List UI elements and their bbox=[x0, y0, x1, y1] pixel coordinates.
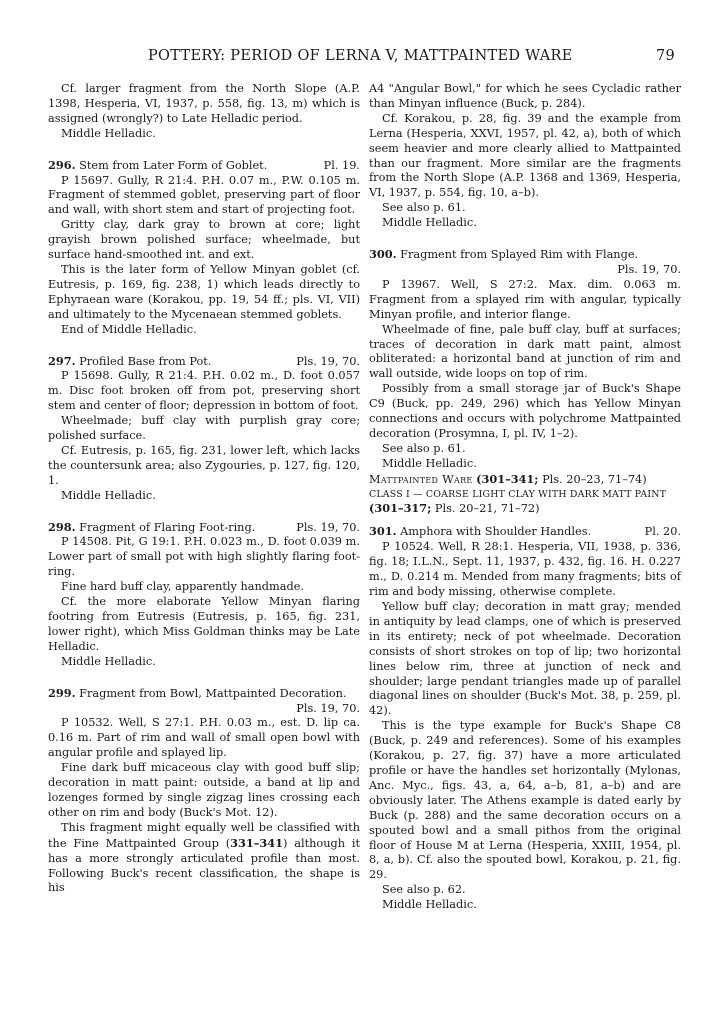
entry-296-fabric: Gritty clay, dark gray to brown at core; light grayish brown polished surface; wheelmade, but surface hand-smoothed int. and ext. bbox=[48, 218, 360, 262]
entry-296-comparanda: This is the later form of Yellow Minyan goblet (cf. Eutresis, p. 169, fig. 238, 1) which leads directly to Ephyraean ware (Korakou, pp. 19, 54 ff.; pls. VI, VII) and ultimately to the Mycenaean stemmed goblets. bbox=[48, 262, 360, 321]
running-header bbox=[48, 48, 675, 70]
entry-296-heading bbox=[48, 158, 360, 174]
class-1-range: (301–317; bbox=[369, 500, 432, 515]
entry-297-heading bbox=[48, 354, 360, 370]
entry-300-description: P 13967. Well, S 27:2. Max. dim. 0.063 m. Fragment from a splayed rim with angular, typically Minyan profile, and interior flange. bbox=[369, 277, 681, 321]
entry-299-number: 299. bbox=[48, 685, 76, 700]
entry-301-description: P 10524. Well, R 28:1. Hesperia, VII, 1938, p. 336, fig. 18; I.L.N., Sept. 11, 1937, p. 432, fig. 16. H. 0.227 m., D. 0.214 m. Mended from many fragments; bits of rim and body missing, otherwise complete. bbox=[369, 540, 681, 599]
entry-300-comparanda: Possibly from a small storage jar of Buck's Shape C9 (Buck, pp. 249, 296) which has Yellow Minyan connections and occurs with polychrome Mattpainted decoration (Prosymna, I, pl. IV, 1–2). bbox=[369, 382, 681, 440]
entry-296-period: End of Middle Helladic. bbox=[61, 322, 197, 336]
entry-301-number: 301. bbox=[369, 524, 397, 539]
entry-300-title: Fragment from Splayed Rim with Flange. bbox=[400, 248, 639, 262]
entry-299-title: Fragment from Bowl, Mattpainted Decoration. bbox=[79, 686, 347, 700]
page-number: 79 bbox=[655, 48, 675, 64]
entry-299-classification-start: This fragment might equally well be classified with the Fine Mattpainted Group ( bbox=[48, 820, 360, 850]
running-title: POTTERY: PERIOD OF LERNA V, MATTPAINTED WARE bbox=[148, 48, 573, 64]
entry-301-period: Middle Helladic. bbox=[382, 898, 477, 912]
entry-300-number: 300. bbox=[369, 247, 397, 262]
entry-297-number: 297. bbox=[48, 353, 76, 368]
entry-300-heading bbox=[369, 247, 681, 263]
entry-299-heading bbox=[48, 686, 360, 702]
entry-296-number: 296. bbox=[48, 157, 76, 172]
class-1-plates: Pls. 20–21, 71–72) bbox=[434, 501, 540, 515]
entry-297-title: Profiled Base from Pot. bbox=[79, 354, 212, 368]
entry-301-comparanda: This is the type example for Buck's Shape C8 (Buck, p. 249 and references). Some of his examples (Korakou, p. 27, fig. 37) have a more articulated profile or have the handles set horizontally (Mylonas, Anc. Myc., figs. 43, a, 64, a–b, 81, a–b) and are obviously later. The Athens example is dated early by Buck (p. 288) and the same decoration occurs on a spouted bowl and a small pithos from the original floor of House M at Lerna (Hesperia, XXIII, 1954, pl. 8, a, b). Cf. also the spouted bowl, Korakou, p. 21, fig. 29. bbox=[369, 719, 681, 882]
intro-period: Middle Helladic. bbox=[61, 126, 156, 140]
entry-299-description: P 10532. Well, S 27:1. P.H. 0.03 m., est. D. lip ca. 0.16 m. Part of rim and wall of small open bowl with angular profile and splayed lip. bbox=[48, 716, 360, 760]
entry-299-period: Middle Helladic. bbox=[382, 216, 477, 230]
entry-296-plates: Pl. 19. bbox=[323, 158, 360, 172]
entry-298-fabric: Fine hard buff clay, apparently handmade. bbox=[61, 580, 304, 594]
entry-296-description: P 15697. Gully, R 21:4. P.H. 0.07 m., P.W. 0.105 m. Fragment of stemmed goblet, preserving part of floor and wall, with short stem and start of projecting foot. bbox=[48, 173, 360, 217]
entry-301-fabric: Yellow buff clay; decoration in matt gray; mended in antiquity by lead clamps, one of which is preserved in its entirety; neck of pot wheelmade. Decoration consists of short strokes on top of lip; two horizontal lines below rim, three at junction of neck and shoulder; large pendant triangles made up of parallel diagonal lines on shoulder (Buck's Mot. 38, p. 259, pl. 42). bbox=[369, 600, 681, 718]
entry-299-classification bbox=[48, 821, 360, 897]
entry-299-plates: Pls. 19, 70. bbox=[296, 701, 360, 715]
entry-301-plates: Pl. 20. bbox=[644, 525, 681, 539]
section-heading-mattpainted bbox=[369, 472, 681, 488]
entry-297-plates: Pls. 19, 70. bbox=[296, 354, 360, 368]
entry-298-comparanda: Cf. the more elaborate Yellow Minyan flaring footring from Eutresis (Eutresis, p. 165, fig. 231, lower right), which Miss Goldman thinks may be Late Helladic. bbox=[48, 595, 360, 653]
entry-300-fabric: Wheelmade of fine, pale buff clay, buff at surfaces; traces of decoration in dark matt paint, almost obliterated: a horizontal band at junction of rim and wall outside, wide loops on top of rim. bbox=[369, 322, 681, 381]
class-1-range-line bbox=[369, 501, 681, 517]
right-column bbox=[369, 82, 681, 913]
entry-299-fabric: Fine dark buff micaceous clay with good buff slip; decoration in matt paint: outside, a band at lip and lozenges formed by single zigzag lines crossing each other on rim and body (Buck's Mot. 12). bbox=[48, 761, 360, 819]
entry-298-plates: Pls. 19, 70. bbox=[296, 520, 360, 534]
entry-298-description: P 14508. Pit, G 19:1. P.H. 0.023 m., D. foot 0.039 m. Lower part of small pot with high slightly flaring foot-ring. bbox=[48, 535, 360, 579]
entry-298-heading bbox=[48, 520, 360, 536]
section-range: (301–341; bbox=[476, 471, 539, 486]
entry-297-period: Middle Helladic. bbox=[61, 488, 156, 502]
section-plates: Pls. 20–23, 71–74) bbox=[542, 472, 647, 486]
intro-paragraph: Cf. larger fragment from the North Slope (A.P. 1398, Hesperia, VI, 1937, p. 558, fig. 13, m) which is assigned (wrongly?) to Late Helladic period. bbox=[48, 82, 360, 125]
entry-297-description: P 15698. Gully, R 21:4. P.H. 0.02 m., D. foot 0.057 m. Disc foot broken off from pot, preserving short stem and center of floor; depression in bottom of foot. bbox=[48, 369, 360, 413]
entry-300-plates: Pls. 19, 70. bbox=[617, 262, 681, 276]
entry-296-title: Stem from Later Form of Goblet. bbox=[79, 158, 268, 172]
entry-301-heading bbox=[369, 524, 681, 540]
entry-297-comparanda: Cf. Eutresis, p. 165, fig. 231, lower left, which lacks the countersunk area; also Zygouries, p. 127, fig. 120, 1. bbox=[48, 443, 360, 487]
class-1-heading: CLASS I — COARSE LIGHT CLAY WITH DARK MATT PAINT bbox=[369, 488, 667, 500]
entry-299-classification-end: ) although it has a more strongly articulated profile than most. Following Buck's recent classification, the shape is his bbox=[48, 836, 360, 895]
section-name: Mattpainted Ware bbox=[369, 472, 473, 486]
entry-301-title: Amphora with Shoulder Handles. bbox=[400, 525, 592, 539]
entry-299-continuation: A4 "Angular Bowl," for which he sees Cycladic rather than Minyan influence (Buck, p. 284). bbox=[369, 82, 681, 110]
entry-297-fabric: Wheelmade; buff clay with purplish gray core; polished surface. bbox=[48, 414, 360, 443]
entry-298-number: 298. bbox=[48, 519, 76, 534]
entry-301-see-also: See also p. 62. bbox=[382, 883, 466, 897]
left-column bbox=[48, 82, 360, 896]
entry-299-group-range: 331–341 bbox=[230, 835, 283, 850]
entry-300-period: Middle Helladic. bbox=[382, 456, 477, 470]
entry-299-comparanda: Cf. Korakou, p. 28, fig. 39 and the example from Lerna (Hesperia, XXVI, 1957, pl. 42, a), both of which seem heavier and more clearly allied to Mattpainted than our fragment. More similar are the fragments from the North Slope (A.P. 1368 and 1369, Hesperia, VI, 1937, p. 554, fig. 10, a–b). bbox=[369, 111, 681, 200]
entry-298-title: Fragment of Flaring Foot-ring. bbox=[79, 520, 256, 534]
entry-299-see-also: See also p. 61. bbox=[382, 201, 466, 215]
entry-300-see-also: See also p. 61. bbox=[382, 441, 466, 455]
entry-298-period: Middle Helladic. bbox=[61, 654, 156, 668]
